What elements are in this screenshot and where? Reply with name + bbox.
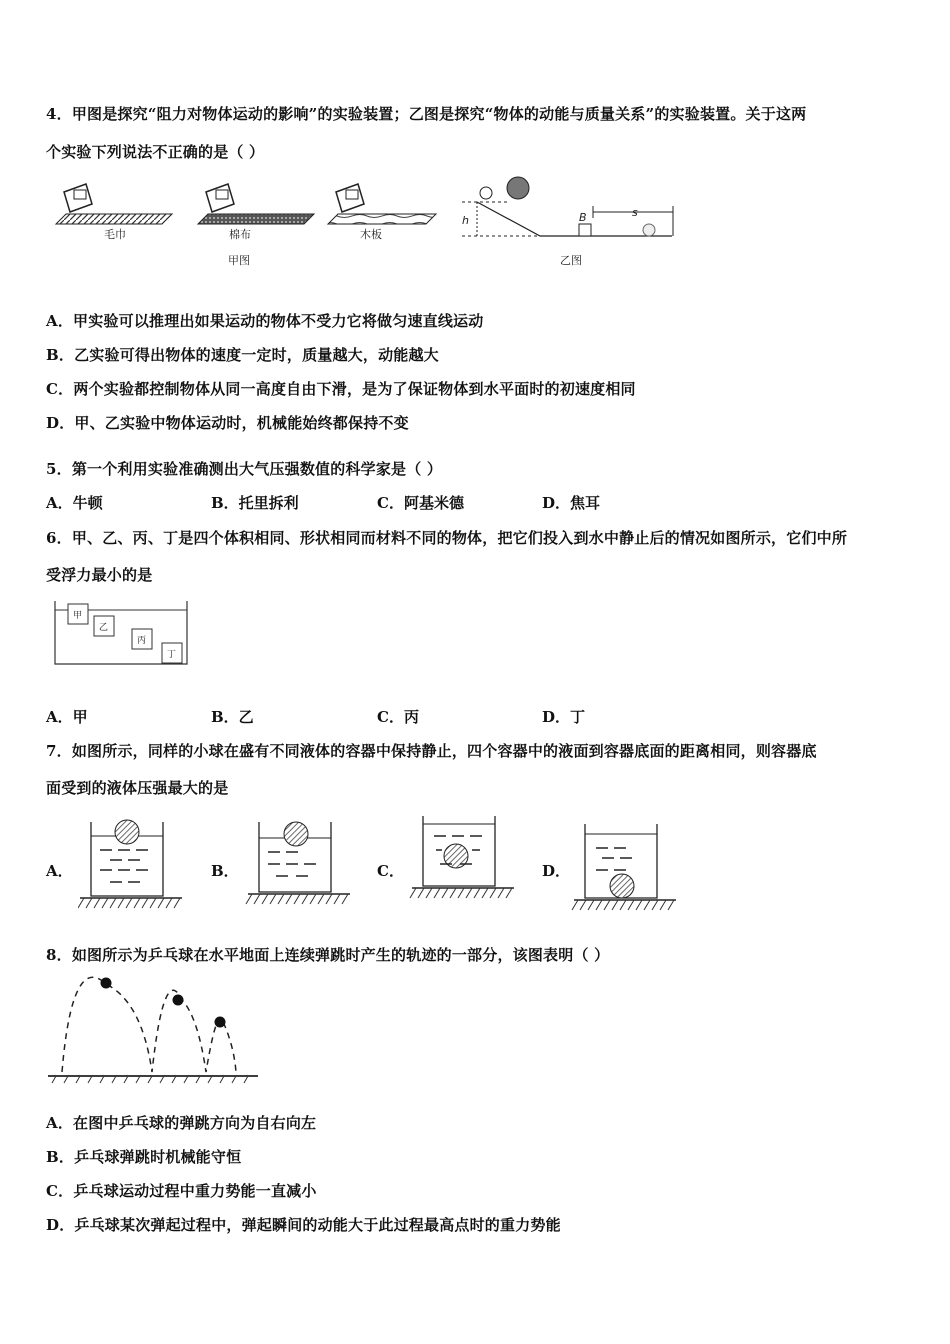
q6-figure-svg bbox=[52, 598, 192, 668]
label-jia: 甲图 bbox=[228, 254, 250, 267]
container-a bbox=[78, 820, 182, 908]
q6-figure bbox=[52, 598, 192, 668]
q8-figure bbox=[46, 972, 261, 1084]
q8-option-a: A．在图中乒乓球的弹跳方向为自右向左 bbox=[46, 1114, 317, 1132]
q7-option-b: B． bbox=[211, 862, 239, 880]
container-b bbox=[246, 822, 350, 904]
q4-stem-line2: 个实验下列说法不正确的是（ ） bbox=[46, 143, 265, 161]
q6-option-a: A．甲 bbox=[46, 708, 88, 726]
q7-stem-line1: 7．如图所示，同样的小球在盛有不同液体的容器中保持静止，四个容器中的液面到容器底面的距离相同，则容器底 bbox=[46, 742, 817, 760]
block-jia: 甲 bbox=[73, 611, 83, 621]
ball-1 bbox=[101, 978, 112, 989]
block-ding: 丁 bbox=[167, 650, 177, 660]
q6-option-b: B．乙 bbox=[211, 708, 254, 726]
label-h: h bbox=[462, 214, 469, 227]
q7-stem-line2: 面受到的液体压强最大的是 bbox=[46, 779, 229, 797]
q6-option-c: C．丙 bbox=[377, 708, 419, 726]
q5-option-b: B．托里拆利 bbox=[211, 494, 299, 512]
q7-figure-svg bbox=[78, 812, 700, 912]
q8-option-b: B．乒乓球弹跳时机械能守恒 bbox=[46, 1148, 242, 1166]
q7-option-c: C． bbox=[377, 862, 404, 880]
q4-figure-svg bbox=[52, 172, 712, 274]
label-yi: 乙图 bbox=[560, 254, 582, 267]
block-bing: 丙 bbox=[137, 636, 147, 646]
q4-option-c: C．两个实验都控制物体从同一高度自由下滑，是为了保证物体到水平面时的初速度相同 bbox=[46, 380, 636, 398]
q8-stem: 8．如图所示为乒乓球在水平地面上连续弹跳时产生的轨迹的一部分，该图表明（ ） bbox=[46, 946, 610, 964]
q5-stem: 5．第一个利用实验准确测出大气压强数值的科学家是（ ） bbox=[46, 460, 443, 478]
label-B: B bbox=[579, 211, 587, 224]
q7-figure bbox=[78, 812, 700, 912]
q7-option-d: D． bbox=[542, 862, 571, 880]
ball-2 bbox=[173, 995, 184, 1006]
q6-option-d: D．丁 bbox=[542, 708, 586, 726]
q5-option-a: A．牛顿 bbox=[46, 494, 103, 512]
q6-stem-line2: 受浮力最小的是 bbox=[46, 566, 153, 584]
q4-option-b: B．乙实验可得出物体的速度一定时，质量越大，动能越大 bbox=[46, 346, 439, 364]
q8-option-d: D．乒乓球某次弹起过程中，弹起瞬间的动能大于此过程最高点时的重力势能 bbox=[46, 1216, 561, 1234]
q8-option-c: C．乒乓球运动过程中重力势能一直减小 bbox=[46, 1182, 317, 1200]
q7-option-a: A． bbox=[46, 862, 73, 880]
q5-option-c: C．阿基米德 bbox=[377, 494, 464, 512]
setup-wood bbox=[328, 184, 436, 224]
setup-yi bbox=[462, 177, 673, 236]
q4-option-a: A．甲实验可以推理出如果运动的物体不受力它将做匀速直线运动 bbox=[46, 312, 484, 330]
setup-towel bbox=[56, 184, 172, 224]
q4-option-d: D．甲、乙实验中物体运动时，机械能始终都保持不变 bbox=[46, 414, 409, 432]
container-c bbox=[410, 816, 514, 898]
ball-3 bbox=[215, 1017, 226, 1028]
q4-figure bbox=[52, 172, 712, 274]
setup-cotton bbox=[198, 184, 314, 224]
q6-stem-line1: 6．甲、乙、丙、丁是四个体积相同、形状相同而材料不同的物体，把它们投入到水中静止后的情况如图所示，它们中所 bbox=[46, 529, 848, 547]
q4-stem-line1: 4．甲图是探究“阻力对物体运动的影响”的实验装置；乙图是探究“物体的动能与质量关系”的实验装置。关于这两 bbox=[46, 105, 807, 123]
container-d bbox=[572, 824, 676, 910]
block-yi: 乙 bbox=[99, 623, 109, 633]
label-towel: 毛巾 bbox=[104, 228, 126, 241]
label-s: s bbox=[632, 206, 638, 219]
label-cotton: 棉布 bbox=[229, 228, 251, 241]
q8-figure-svg bbox=[46, 972, 261, 1084]
label-wood: 木板 bbox=[360, 228, 382, 241]
q5-option-d: D．焦耳 bbox=[542, 494, 601, 512]
